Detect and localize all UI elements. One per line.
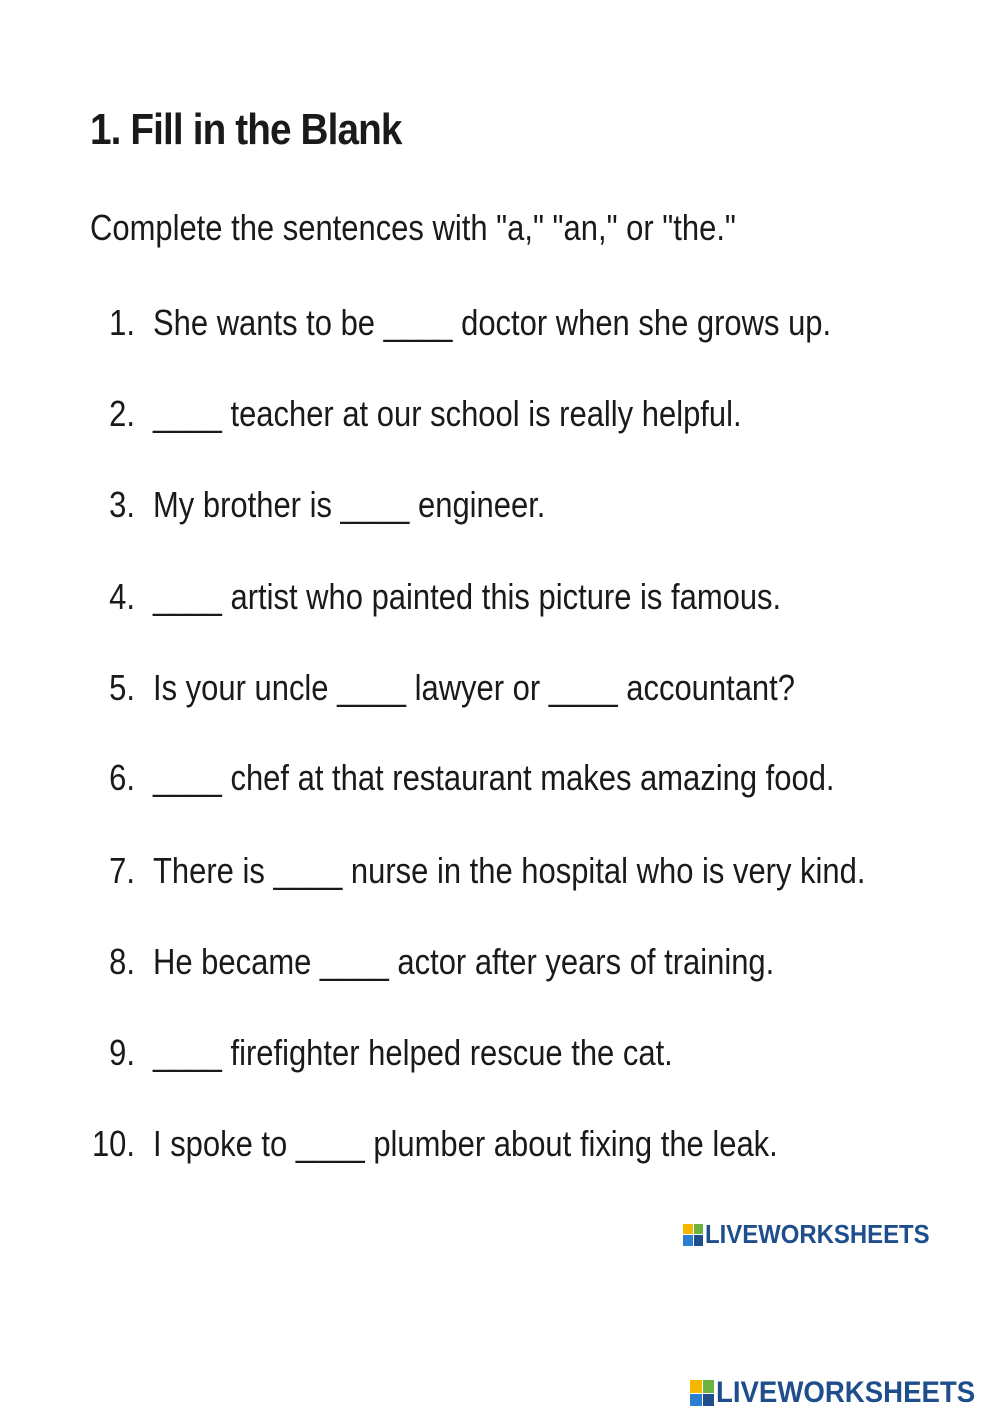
question-number: 4.: [109, 576, 135, 617]
liveworksheets-logo-icon: [683, 1224, 703, 1246]
question-number: 2.: [109, 393, 135, 434]
liveworksheets-watermark: [690, 1376, 998, 1410]
question-number: 1.: [109, 302, 135, 343]
worksheet-instructions: Complete the sentences with "a," "an," or "the.": [90, 207, 736, 248]
question-number: 9.: [109, 1032, 135, 1073]
question-text: She wants to be ____ doctor when she grows up.: [153, 302, 832, 343]
question-text: There is ____ nurse in the hospital who is very kind.: [153, 850, 866, 891]
question-text: ____ firefighter helped rescue the cat.: [153, 1032, 673, 1073]
worksheet-title: 1. Fill in the Blank: [90, 105, 402, 154]
logo-text: LIVEWORKSHEETS: [716, 1376, 976, 1409]
question-number: 7.: [109, 850, 135, 891]
question-number: 5.: [109, 667, 135, 708]
liveworksheets-logo: [683, 1219, 949, 1250]
question-number: 10.: [91, 1123, 135, 1164]
question-number: 8.: [109, 941, 135, 982]
logo-text: LIVEWORKSHEETS: [705, 1219, 930, 1249]
question-number: 3.: [109, 484, 135, 525]
question-text: ____ teacher at our school is really helpful.: [153, 393, 742, 434]
question-text: ____ artist who painted this picture is famous.: [153, 576, 782, 617]
question-text: My brother is ____ engineer.: [153, 484, 546, 525]
question-number: 6.: [109, 757, 135, 798]
question-text: I spoke to ____ plumber about fixing the leak.: [153, 1123, 778, 1164]
question-text: Is your uncle ____ lawyer or ____ accountant?: [153, 667, 795, 708]
liveworksheets-logo-icon: [690, 1380, 714, 1406]
question-text: ____ chef at that restaurant makes amazing food.: [153, 757, 835, 798]
question-text: He became ____ actor after years of training.: [153, 941, 775, 982]
